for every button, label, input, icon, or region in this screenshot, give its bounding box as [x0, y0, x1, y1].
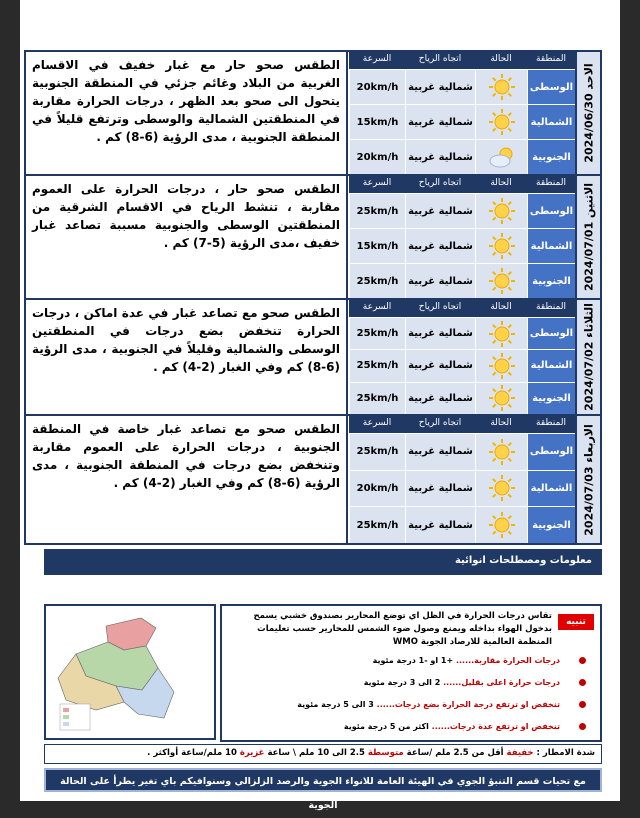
- wind-cell: شمالية غربية: [405, 350, 475, 381]
- table-row: [349, 228, 575, 263]
- speed-cell: 20km/h: [349, 471, 405, 507]
- day-table: [349, 416, 575, 543]
- header-speed: السرعة: [362, 54, 392, 64]
- region-cell: الوسطى: [527, 318, 575, 349]
- sun-icon: [488, 352, 516, 380]
- header-state: الحالة: [490, 54, 512, 64]
- speed-cell: 25km/h: [349, 318, 405, 349]
- header-speed: السرعة: [362, 302, 392, 312]
- info-section: [44, 604, 602, 744]
- wind-cell: شمالية غربية: [405, 264, 475, 298]
- wind-cell: شمالية غربية: [405, 105, 475, 139]
- bullet-icon: [579, 657, 586, 664]
- wind-cell: شمالية غربية: [405, 318, 475, 349]
- region-cell: الجنوبية: [527, 264, 575, 298]
- region-cell: الشمالية: [527, 105, 575, 139]
- state-cell: [475, 264, 527, 298]
- region-cell: الشمالية: [527, 350, 575, 381]
- wind-cell: شمالية غربية: [405, 229, 475, 263]
- table-row: [349, 433, 575, 470]
- table-row: [349, 382, 575, 414]
- region-cell: الوسطى: [527, 434, 575, 470]
- day-block: [26, 52, 600, 176]
- day-date: الاربعاء 2024/07/03: [575, 416, 600, 543]
- state-cell: [475, 350, 527, 381]
- table-row: [349, 470, 575, 507]
- speed-cell: 25km/h: [349, 350, 405, 381]
- sun-icon: [488, 320, 516, 348]
- table-row: [349, 193, 575, 228]
- header-state: الحالة: [490, 302, 512, 312]
- table-row: [349, 317, 575, 349]
- state-cell: [475, 383, 527, 414]
- region-cell: الجنوبية: [527, 140, 575, 174]
- header-region: المنطقة: [536, 418, 566, 428]
- header-wind: اتجاه الرياح: [418, 418, 462, 428]
- speed-cell: 20km/h: [349, 70, 405, 104]
- region-cell: الجنوبية: [527, 507, 575, 543]
- sun-icon: [488, 197, 516, 225]
- wind-cell: شمالية غربية: [405, 434, 475, 470]
- region-cell: الجنوبية: [527, 383, 575, 414]
- day-block: [26, 416, 600, 545]
- header-wind: اتجاه الرياح: [418, 302, 462, 312]
- legend-item: درجات حرارة اعلى بقليل...... 2 الى 3 درجة مئوية: [364, 678, 560, 687]
- header-state: الحالة: [490, 418, 512, 428]
- bullet-icon: [579, 701, 586, 708]
- wind-cell: شمالية غربية: [405, 194, 475, 228]
- table-row: [349, 263, 575, 298]
- table-row: [349, 349, 575, 381]
- day-description: الطقس صحو مع تصاعد غبار في عدة اماكن ، درجات الحرارة تنخفض بضع درجات في المنطقتين الوسطى والشمالية وقليلاً في الجنوبية ، مدى الرؤية (6-8) كم وفي الغبار (2-4) كم .: [26, 300, 348, 414]
- region-cell: الوسطى: [527, 70, 575, 104]
- day-block: [26, 300, 600, 416]
- info-bar: معلومات ومصطلحات انوائية: [44, 549, 602, 575]
- state-cell: [475, 105, 527, 139]
- header-wind: اتجاه الرياح: [418, 54, 462, 64]
- speed-cell: 25km/h: [349, 507, 405, 543]
- speed-cell: 15km/h: [349, 229, 405, 263]
- region-cell: الشمالية: [527, 471, 575, 507]
- day-date: الاحد 2024/06/30: [575, 52, 600, 174]
- wind-cell: شمالية غربية: [405, 140, 475, 174]
- region-cell: الوسطى: [527, 194, 575, 228]
- day-description: الطقس صحو حار مع غبار خفيف في الاقسام الغربية من البلاد وغائم جزئي في المنطقة الجنوبية يتحول الى صحو بعد الظهر ، درجات الحرارة مقاربة في المنطقتين الشمالية والوسطى وترتفع قليلاً في المنطقة الجنوبية ، مدى الرؤية (6-8) كم .: [26, 52, 348, 174]
- state-cell: [475, 70, 527, 104]
- sun-icon: [488, 474, 516, 502]
- wind-cell: شمالية غربية: [405, 507, 475, 543]
- forecast-table: [24, 50, 602, 545]
- speed-cell: 15km/h: [349, 105, 405, 139]
- table-header: [349, 300, 575, 317]
- legend-item: تنخفض او ترتفع عدة درجات...... اكثر من 5 درجة مئوية: [344, 722, 560, 731]
- bullet-icon: [579, 679, 586, 686]
- table-header: [349, 52, 575, 69]
- region-cell: الشمالية: [527, 229, 575, 263]
- state-cell: [475, 194, 527, 228]
- state-cell: [475, 229, 527, 263]
- header-state: الحالة: [490, 178, 512, 188]
- wind-cell: شمالية غربية: [405, 471, 475, 507]
- table-row: [349, 139, 575, 174]
- header-speed: السرعة: [362, 178, 392, 188]
- legend-item: تنخفض او ترتفع درجة الحرارة بضع درجات...... 3 الى 5 درجة مئوية: [297, 700, 560, 709]
- state-cell: [475, 318, 527, 349]
- sun-icon: [488, 384, 516, 412]
- iraq-map: [44, 604, 216, 740]
- state-cell: [475, 471, 527, 507]
- sun-icon: [488, 108, 516, 136]
- partly-cloudy-icon: [488, 143, 516, 171]
- state-cell: [475, 140, 527, 174]
- table-row: [349, 506, 575, 543]
- note-box: [220, 604, 602, 742]
- note-text: تقاس درجات الحرارة في الظل اي توضع المحارير بصندوق خشبي يسمح بدخول الهواء بداخله ويمنع وصول ضوء الشمس للمحارير حسب تعليمات المنظمة العالمية للارصاد الجوية WMO: [253, 611, 552, 647]
- day-table: [349, 300, 575, 414]
- state-cell: [475, 434, 527, 470]
- sun-icon: [488, 267, 516, 295]
- sun-icon: [488, 73, 516, 101]
- speed-cell: 25km/h: [349, 434, 405, 470]
- header-region: المنطقة: [536, 302, 566, 312]
- rain-intensity-row: شدة الامطار : خفيفة أقل من 2.5 ملم /ساعة متوسطة 2.5 الى 10 ملم \ ساعة غزيرة 10 ملم/ساعة أواكثر .: [44, 744, 602, 764]
- wind-cell: شمالية غربية: [405, 383, 475, 414]
- day-table: [349, 176, 575, 298]
- header-region: المنطقة: [536, 178, 566, 188]
- day-date: الثلاثاء 2024/07/02: [575, 300, 600, 414]
- speed-cell: 20km/h: [349, 140, 405, 174]
- table-row: [349, 104, 575, 139]
- table-row: [349, 69, 575, 104]
- state-cell: [475, 507, 527, 543]
- sun-icon: [488, 511, 516, 539]
- day-date: الاثنين 2024/07/01: [575, 176, 600, 298]
- day-description: الطقس صحو حار ، درجات الحرارة على العموم مقاربة ، تنشط الرياح في الاقسام الشرقية من المنطقتين الوسطى والجنوبية مسببة تصاعد غبار خفيف ،مدى الرؤية (5-7) كم .: [26, 176, 348, 298]
- table-header: [349, 416, 575, 433]
- day-table: [349, 52, 575, 174]
- sun-icon: [488, 438, 516, 466]
- legend-item: درجات الحرارة مقاربة...... +1 او -1 درجة مئوية: [373, 656, 560, 665]
- table-header: [349, 176, 575, 193]
- day-description: الطقس صحو مع تصاعد غبار خاصة في المنطقة الجنوبية ، درجات الحرارة على العموم مقاربة وتنخفض بضع درجات في المنطقة الجنوبية ، مدى الرؤية (6-8) كم وفي الغبار (2-4) كم .: [26, 416, 348, 543]
- day-block: [26, 176, 600, 300]
- speed-cell: 25km/h: [349, 383, 405, 414]
- header-speed: السرعة: [362, 418, 392, 428]
- sun-icon: [488, 232, 516, 260]
- note-title: تنبيه: [558, 614, 594, 630]
- footer: مع تحيات قسم التنبؤ الجوي في الهيئة العامة للانواء الجوية والرصد الزلزالي وسنوافيكم باي تغير يطرأ على الحالة الجوية: [44, 768, 602, 792]
- header-region: المنطقة: [536, 54, 566, 64]
- speed-cell: 25km/h: [349, 264, 405, 298]
- bullet-icon: [579, 723, 586, 730]
- speed-cell: 25km/h: [349, 194, 405, 228]
- header-wind: اتجاه الرياح: [418, 178, 462, 188]
- wind-cell: شمالية غربية: [405, 70, 475, 104]
